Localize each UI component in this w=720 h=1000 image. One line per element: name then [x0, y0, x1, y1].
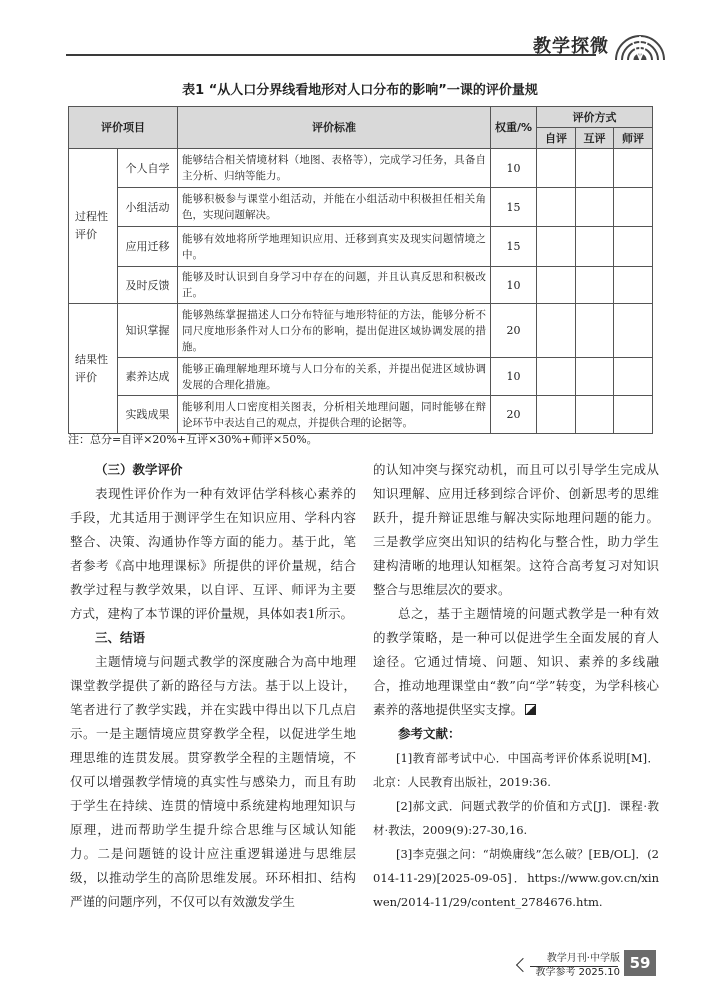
table-row [69, 188, 653, 227]
header-method: 评价方式 [537, 107, 653, 128]
peer-score-cell [576, 267, 614, 304]
standard-cell: 能够有效地将所学地理知识应用、迁移到真实及现实问题情境之中。 [178, 227, 491, 267]
paragraph-conclusion-2-text: 总之，基于主题情境的问题式教学是一种有效的教学策略，是一种可以促进学生全面发展的育人途径。它通过情境、问题、知识、素养的多线融合，推动地理课堂由“教”向“学”转变，为学科核心素养的落地提供坚实支撑。 [373, 606, 659, 717]
peer-score-cell [576, 188, 614, 227]
item-cell: 实践成果 [118, 396, 178, 434]
header-weight: 权重/% [491, 107, 537, 149]
teacher-score-cell [614, 304, 653, 358]
table-row [69, 304, 653, 358]
standard-cell: 能够结合相关情境材料（地图、表格等），完成学习任务，具备自主分析、归纳等能力。 [178, 149, 491, 188]
self-score-cell [537, 304, 576, 358]
category-cell: 结果性评价 [69, 304, 118, 434]
column-logo-icon [612, 14, 668, 64]
item-cell: 个人自学 [118, 149, 178, 188]
header-teacher: 师评 [614, 128, 653, 149]
table-row [69, 396, 653, 434]
standard-cell: 能够积极参与课堂小组活动，并能在小组活动中积极担任相关角色，实现问题解决。 [178, 188, 491, 227]
weight-cell: 15 [491, 188, 537, 227]
header-item: 评价项目 [69, 107, 178, 149]
teacher-score-cell [614, 358, 653, 396]
heading-conclusion: 三、结语 [95, 630, 146, 645]
teacher-score-cell [614, 267, 653, 304]
category-cell: 过程性评价 [69, 149, 118, 304]
weight-cell: 10 [491, 149, 537, 188]
header-standard: 评价标准 [178, 107, 491, 149]
teacher-score-cell [614, 149, 653, 188]
item-cell: 小组活动 [118, 188, 178, 227]
journal-name: 教学月刊·中学版 [546, 953, 620, 964]
reference-item: [3]李克强之问：“胡焕庸线”怎么破？[EB/OL]．(2014-11-29)[2025-09-05]．https://www.gov.cn/xinwen/2014-11/29/content_2784676.htm. [373, 847, 659, 909]
peer-score-cell [576, 358, 614, 396]
reference-item: [2]郝文武．问题式教学的价值和方式[J]．课程·教材·教法，2009(9):27-30,16. [373, 799, 659, 837]
reference-item: [1]教育部考试中心．中国高考评价体系说明[M]．北京：人民教育出版社，2019:36. [373, 751, 659, 789]
table-row [69, 149, 653, 188]
paragraph-conclusion-2 [373, 602, 659, 722]
left-column [70, 458, 356, 914]
footer-rule [530, 966, 618, 967]
standard-cell: 能够利用人口密度相关图表，分析相关地理问题，同时能够在辩论环节中表达自己的观点，并提供合理的论据等。 [178, 396, 491, 434]
self-score-cell [537, 267, 576, 304]
item-cell: 及时反馈 [118, 267, 178, 304]
table-row [69, 267, 653, 304]
standard-cell: 能够及时认识到自身学习中存在的问题，并且认真反思和积极改正。 [178, 267, 491, 304]
self-score-cell [537, 188, 576, 227]
peer-score-cell [576, 396, 614, 434]
self-score-cell [537, 149, 576, 188]
paragraph-conclusion-1-continued: 的认知冲突与探究动机，而且可以引导学生完成从知识理解、应用迁移到综合评价、创新思考的思维跃升，提升辩证思维与解决实际地理问题的能力。三是教学应突出知识的结构化与整合性，助力学生建构清晰的地理认知框架。这符合高考复习对知识整合与思维层次的要求。 [373, 462, 659, 597]
section-title: 教学探微 [533, 36, 609, 57]
self-score-cell [537, 358, 576, 396]
teacher-score-cell [614, 396, 653, 434]
peer-score-cell [576, 149, 614, 188]
item-cell: 应用迁移 [118, 227, 178, 267]
teacher-score-cell [614, 227, 653, 267]
teacher-score-cell [614, 188, 653, 227]
weight-cell: 20 [491, 396, 537, 434]
journal-issue: 教学参考 2025.10 [535, 967, 620, 978]
weight-cell: 20 [491, 304, 537, 358]
header-self: 自评 [537, 128, 576, 149]
item-cell: 知识掌握 [118, 304, 178, 358]
references-heading: 参考文献： [398, 726, 461, 741]
weight-cell: 10 [491, 358, 537, 396]
peer-score-cell [576, 304, 614, 358]
paragraph-conclusion-1: 主题情境与问题式教学的深度融合为高中地理课堂教学提供了新的路径与方法。基于以上设计，笔者进行了教学实践，并在实践中得出以下几点启示。一是主题情境应贯穿教学全程，以促进学生地理思维的连贯发展。贯穿教学全程的主题情境，不仅可以增强教学情境的真实性与感染力，而且有助于学生在持续、连贯的情境中系统建构地理知识与原理，进而帮助学生提升综合思维与区域认知能力。二是问题链的设计应注重逻辑递进与思维层级，以推动学生的高阶思维发展。环环相扣、结构严谨的问题序列，不仅可以有效激发学生 [70, 654, 356, 909]
table-row [69, 227, 653, 267]
header-rule [66, 54, 596, 56]
end-mark-icon [525, 704, 536, 715]
table-title: 表1 “从人口分界线看地形对人口分布的影响”一课的评价量规 [182, 83, 538, 98]
paragraph-evaluation: 表现性评价作为一种有效评估学科核心素养的手段，尤其适用于测评学生在知识应用、学科内容整合、决策、沟通协作等方面的能力。基于此，笔者参考《高中地理课标》所提供的评价量规，结合教学过程与教学效果，以自评、互评、师评为主要方式，建构了本节课的评价量规，具体如表1所示。 [70, 486, 356, 621]
self-score-cell [537, 227, 576, 267]
header-peer: 互评 [576, 128, 614, 149]
evaluation-rubric-table [68, 106, 653, 434]
peer-score-cell [576, 227, 614, 267]
self-score-cell [537, 396, 576, 434]
table-note: 注：总分=自评×20%+互评×30%+师评×50%。 [68, 433, 318, 446]
standard-cell: 能够熟练掌握描述人口分布特征与地形特征的方法，能够分析不同尺度地形条件对人口分布的影响，提出促进区域协调发展的措施。 [178, 304, 491, 358]
right-column [373, 458, 659, 914]
standard-cell: 能够正确理解地理环境与人口分布的关系，并提出促进区域协调发展的合理化措施。 [178, 358, 491, 396]
item-cell: 素养达成 [118, 358, 178, 396]
page-number: 59 [624, 950, 656, 976]
weight-cell: 10 [491, 267, 537, 304]
table-row [69, 358, 653, 396]
heading-teaching-evaluation: （三）教学评价 [95, 462, 183, 477]
weight-cell: 15 [491, 227, 537, 267]
